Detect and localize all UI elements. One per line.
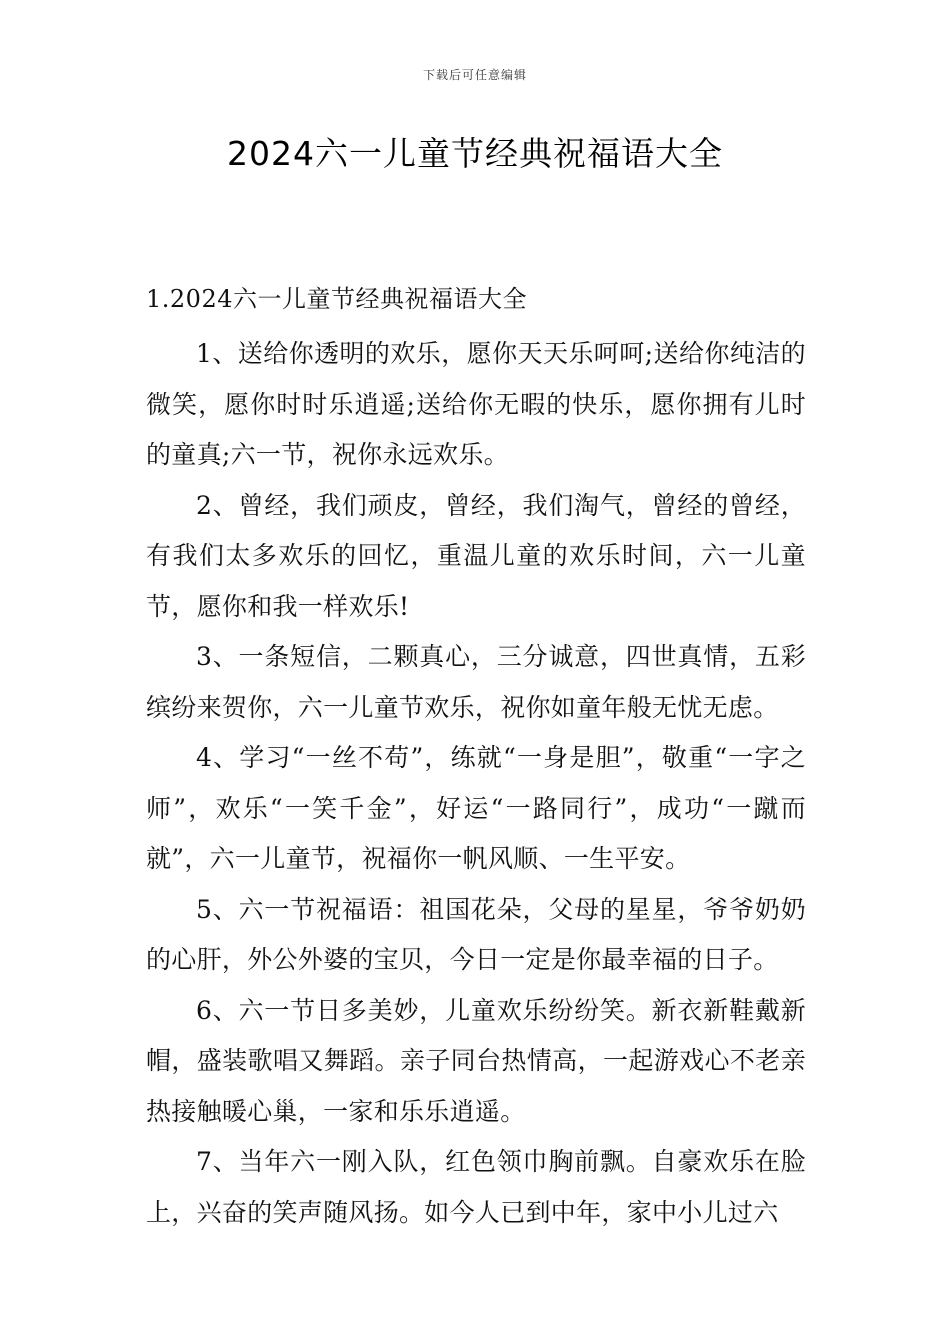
- paragraph-7: 7、当年六一刚入队，红色领巾胸前飘。自豪欢乐在脸上，兴奋的笑声随风扬。如今人已到中年，家中小儿过六: [146, 1147, 806, 1227]
- paragraph-1: 1、送给你透明的欢乐，愿你天天乐呵呵;送给你纯洁的微笑，愿你时时乐逍遥;送给你无暇的快乐，愿你拥有儿时的童真;六一节，祝你永远欢乐。: [146, 339, 806, 469]
- paragraph-6: 6、六一节日多美妙，儿童欢乐纷纷笑。新衣新鞋戴新帽，盛装歌唱又舞蹈。亲子同台热情高，一起游戏心不老亲热接触暖心巢，一家和乐乐逍遥。: [146, 995, 806, 1126]
- paragraph-2: 2、曾经，我们顽皮，曾经，我们淘气，曾经的曾经，有我们太多欢乐的回忆，重温儿童的欢乐时间，六一儿童节，愿你和我一样欢乐!: [146, 490, 806, 621]
- paragraph-5: 5、六一节祝福语：祖国花朵，父母的星星，爷爷奶奶的心肝，外公外婆的宝贝，今日一定是你最幸福的日子。: [146, 894, 806, 974]
- document-title: 2024六一儿童节经典祝福语大全: [227, 134, 723, 173]
- section-heading: 1.2024六一儿童节经典祝福语大全: [146, 285, 527, 313]
- document-body: [146, 280, 806, 1238]
- paragraph-4: 4、学习“一丝不苟”，练就“一身是胆”，敬重“一字之师”，欢乐“一笑千金”，好运“一路同行”，成功“一蹴而就”，六一儿童节，祝福你一帆风顺、一生平安。: [146, 743, 806, 873]
- header-note: 下载后可任意编辑: [422, 68, 527, 82]
- paragraph-3: 3、一条短信，二颗真心，三分诚意，四世真情，五彩缤纷来贺你，六一儿童节欢乐，祝你如童年般无忧无虑。: [146, 642, 806, 722]
